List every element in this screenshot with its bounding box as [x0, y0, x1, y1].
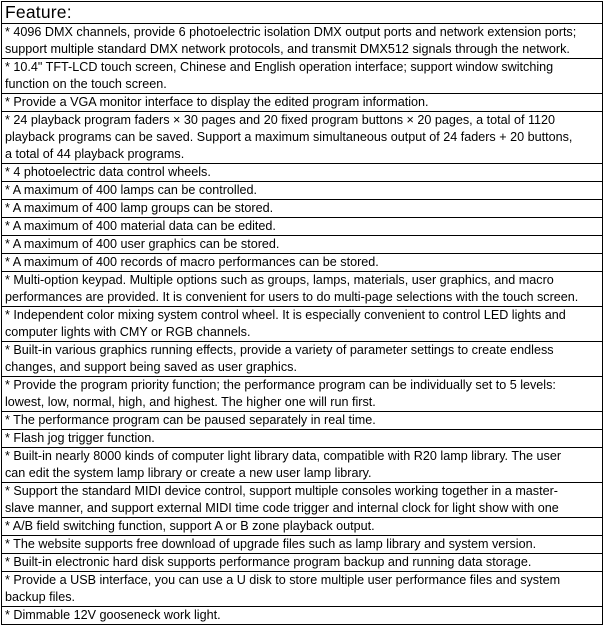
feature-row: * Built-in various graphics running effects, provide a variety of parameter settings to create endless changes, and support being saved as user graphics. [2, 342, 602, 377]
feature-row: * Multi-option keypad. Multiple options such as groups, lamps, materials, user graphics, and macro performances are provided. It is convenient for users to do multi-page selections with the touch screen. [2, 272, 602, 307]
feature-row: * 4 photoelectric data control wheels. [2, 164, 602, 182]
feature-row: * Built-in electronic hard disk supports performance program backup and running data storage. [2, 554, 602, 572]
feature-row: * Provide a USB interface, you can use a U disk to store multiple user performance files and system backup files. [2, 572, 602, 607]
feature-row: * A maximum of 400 lamps can be controlled. [2, 182, 602, 200]
feature-row: * The performance program can be paused separately in real time. [2, 412, 602, 430]
feature-row: * A maximum of 400 lamp groups can be stored. [2, 200, 602, 218]
feature-row: * A maximum of 400 material data can be edited. [2, 218, 602, 236]
feature-row: * 24 playback program faders × 30 pages and 20 fixed program buttons × 20 pages, a total of 1120 playback programs can be saved. Support a maximum simultaneous output of 24 faders + 20 buttons, a total of 44 playback programs. [2, 112, 602, 164]
feature-row: * 4096 DMX channels, provide 6 photoelectric isolation DMX output ports and network extension ports; support multiple standard DMX network protocols, and transmit DMX512 signals through the network. [2, 24, 602, 59]
feature-row: * Dimmable 12V gooseneck work light. [5, 608, 221, 622]
feature-row: * A/B field switching function, support A or B zone playback output. [2, 518, 602, 536]
feature-row: * The website supports free download of upgrade files such as lamp library and system version. [2, 536, 602, 554]
feature-table [1, 1, 603, 625]
feature-row: * Built-in nearly 8000 kinds of computer light library data, compatible with R20 lamp library. The user can edit the system lamp library or create a new user lamp library. [2, 448, 602, 483]
feature-title: Feature: [2, 2, 602, 24]
feature-row: * A maximum of 400 user graphics can be stored. [2, 236, 602, 254]
feature-row: * A maximum of 400 records of macro performances can be stored. [2, 254, 602, 272]
feature-row: * Flash jog trigger function. [2, 430, 602, 448]
feature-row: * Independent color mixing system control wheel. It is especially convenient to control LED lights and computer lights with CMY or RGB channels. [2, 307, 602, 342]
feature-row: * Provide a VGA monitor interface to display the edited program information. [2, 94, 602, 112]
feature-row: * Support the standard MIDI device control, support multiple consoles working together in a master- slave manner, and support external MIDI time code trigger and internal clock for light show with one [2, 483, 602, 518]
feature-row: * Provide the program priority function; the performance program can be individually set to 5 levels: lowest, low, normal, high, and highest. The higher one will run first. [2, 377, 602, 412]
feature-row: * 10.4" TFT-LCD touch screen, Chinese and English operation interface; support window switching function on the touch screen. [2, 59, 602, 94]
